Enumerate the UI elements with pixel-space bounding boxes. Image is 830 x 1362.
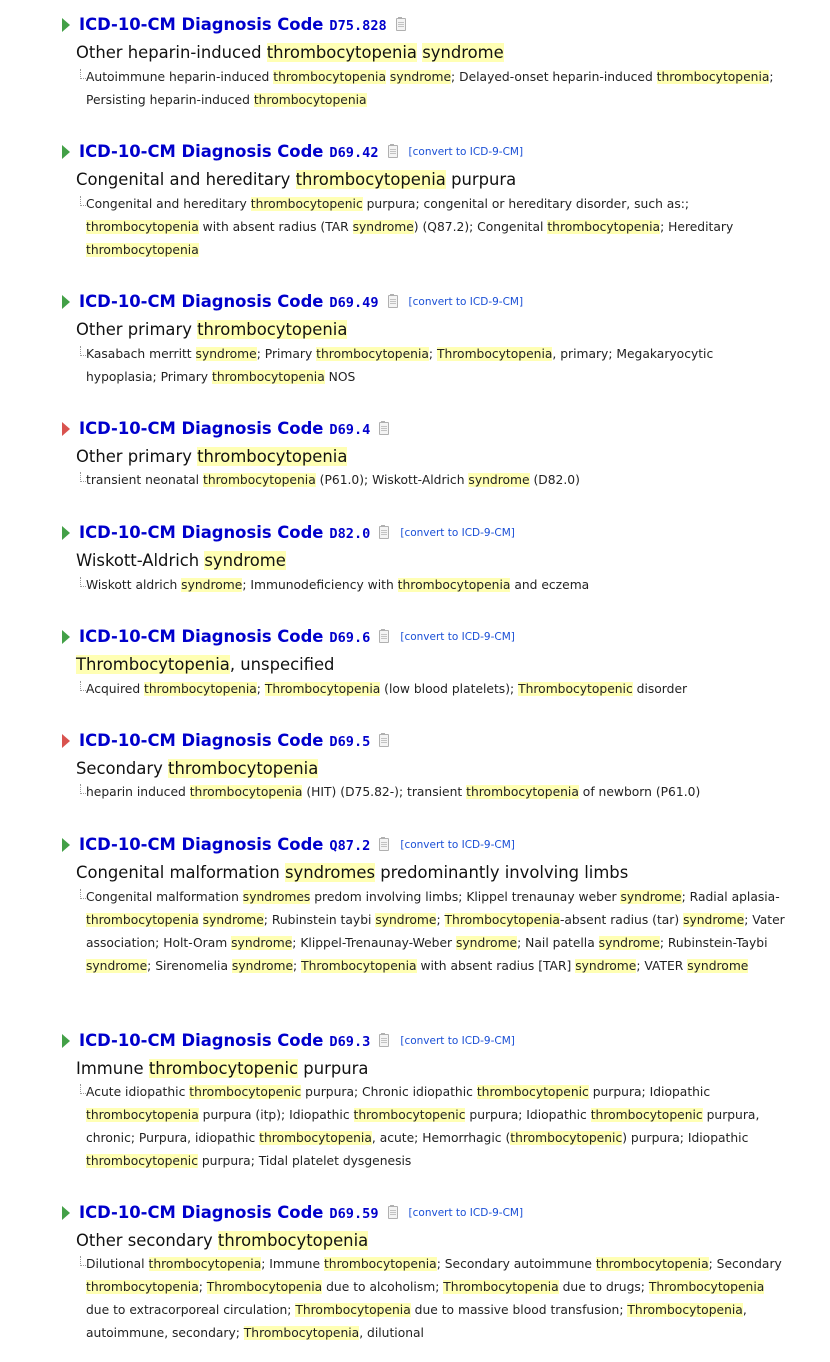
search-term-highlight: Thrombocytopenia <box>444 913 560 927</box>
code-synonyms: Acute idiopathic thrombocytopenic purpura; Chronic idiopathic thrombocytopenic purpura; Idiopathic thrombocytopenia purpura (itp); Idiopathic thrombocytopenic purpura; Idiopathic thrombocytopenic purpura, chronic; Purpura, idiopathic thrombocytopenia, acute; Hemorrhagic (thrombocytopenic) purpura; Idiopathic thrombocytopenic purpura; Tidal platelet dysgenesis <box>86 1081 786 1173</box>
search-term-highlight: syndrome <box>204 551 286 570</box>
convert-to-icd9-link[interactable]: [convert to ICD-9-CM] <box>400 839 515 851</box>
search-term-highlight: syndrome <box>375 913 437 927</box>
code-label: ICD-10-CM Diagnosis Code <box>79 15 324 34</box>
search-term-highlight: thrombocytopenic <box>590 1108 703 1122</box>
search-term-highlight: thrombocytopenia <box>148 1257 262 1271</box>
search-term-highlight: syndrome <box>195 347 257 361</box>
code-title-link[interactable] <box>79 1030 515 1053</box>
code-description: Other primary thrombocytopenia <box>76 447 348 466</box>
search-term-highlight: Thrombocytopenia <box>443 1280 559 1294</box>
code-synonyms: Dilutional thrombocytopenia; Immune thrombocytopenia; Secondary autoimmune thrombocytopenia; Secondary thrombocytopenia; Thrombocytopenia due to alcoholism; Thrombocytopenia due to drugs; Thrombocytopenia due to extracorporeal circulation; Thrombocytopenia due to massive blood transfusion; Thrombocytopenia, autoimmune, secondary; Thrombocytopenia, dilutional <box>86 1253 786 1345</box>
clipboard-icon[interactable] <box>379 526 389 539</box>
code-title-link[interactable] <box>79 1202 523 1225</box>
clipboard-icon[interactable] <box>379 838 389 851</box>
search-term-highlight: syndrome <box>598 936 660 950</box>
code-value: Q87.2 <box>329 838 371 854</box>
convert-to-icd9-link[interactable]: [convert to ICD-9-CM] <box>408 146 524 158</box>
code-synonyms: Congenital malformation syndromes predom involving limbs; Klippel trenaunay weber syndrome; Radial aplasia-thrombocytopenia syndrome; Rubinstein taybi syndrome; Thrombocytopenia-absent radius (tar) syndrome; Vater association; Holt-Oram syndrome; Klippel-Trenaunay-Weber syndrome; Nail patella syndrome; Rubinstein-Taybi syndrome; Sirenomelia syndrome; Thrombocytopenia with absent radius [TAR] syndrome; VATER syndrome <box>86 886 786 978</box>
clipboard-icon[interactable] <box>379 422 389 435</box>
search-term-highlight: thrombocytopenia <box>189 785 303 799</box>
search-term-highlight: thrombocytopenia <box>86 913 199 927</box>
code-synonyms: heparin induced thrombocytopenia (HIT) (D75.82-); transient thrombocytopenia of newborn (P61.0) <box>86 781 786 804</box>
code-description: Congenital and hereditary thrombocytopenia purpura <box>76 170 517 189</box>
convert-to-icd9-link[interactable]: [convert to ICD-9-CM] <box>408 296 524 308</box>
search-term-highlight: thrombocytopenia <box>168 759 319 778</box>
search-term-highlight: syndrome <box>231 959 294 973</box>
code-title-link[interactable] <box>79 291 523 314</box>
search-term-highlight: syndrome <box>468 473 530 487</box>
search-term-highlight: thrombocytopenia <box>197 447 348 466</box>
search-term-highlight: thrombocytopenic <box>148 1059 299 1078</box>
clipboard-icon[interactable] <box>388 145 398 158</box>
search-term-highlight: thrombocytopenic <box>86 1154 198 1168</box>
expand-arrow-icon[interactable] <box>62 526 70 540</box>
search-term-highlight: thrombocytopenia <box>86 220 199 234</box>
code-value: D69.59 <box>329 1206 379 1222</box>
expand-arrow-icon[interactable] <box>62 145 70 159</box>
code-label: ICD-10-CM Diagnosis Code <box>79 142 324 161</box>
clipboard-icon[interactable] <box>379 734 389 747</box>
code-label: ICD-10-CM Diagnosis Code <box>79 419 324 438</box>
search-term-highlight: thrombocytopenia <box>86 1280 199 1294</box>
expand-arrow-icon[interactable] <box>62 734 70 748</box>
code-value: D69.42 <box>329 145 379 161</box>
search-term-highlight: thrombocytopenia <box>144 682 257 696</box>
search-term-highlight: thrombocytopenia <box>466 785 579 799</box>
search-term-highlight: Thrombocytopenia <box>206 1280 323 1294</box>
search-term-highlight: syndrome <box>687 959 749 973</box>
search-term-highlight: syndrome <box>575 959 637 973</box>
code-label: ICD-10-CM Diagnosis Code <box>79 292 324 311</box>
code-title-link[interactable] <box>79 522 515 545</box>
search-term-highlight: thrombocytopenia <box>273 70 386 84</box>
code-title-link[interactable] <box>79 626 515 649</box>
search-term-highlight: thrombocytopenia <box>595 1257 709 1271</box>
search-term-highlight: Thrombocytopenia <box>648 1280 765 1294</box>
search-term-highlight: syndrome <box>352 220 414 234</box>
code-label: ICD-10-CM Diagnosis Code <box>79 835 324 854</box>
code-label: ICD-10-CM Diagnosis Code <box>79 731 324 750</box>
expand-arrow-icon[interactable] <box>62 838 70 852</box>
search-term-highlight: thrombocytopenia <box>259 1131 372 1145</box>
code-synonyms: Congenital and hereditary thrombocytopenic purpura; congenital or hereditary disorder, such as:; thrombocytopenia with absent radius (TAR syndrome) (Q87.2); Congenital thrombocytopenia; Hereditary thrombocytopenia <box>86 193 786 262</box>
search-term-highlight: Thrombocytopenia <box>301 959 417 973</box>
code-description: Wiskott-Aldrich syndrome <box>76 551 286 570</box>
expand-arrow-icon[interactable] <box>62 422 70 436</box>
convert-to-icd9-link[interactable]: [convert to ICD-9-CM] <box>400 631 515 643</box>
search-term-highlight: thrombocytopenic <box>510 1131 623 1145</box>
search-term-highlight: syndromes <box>284 863 375 882</box>
code-synonyms: Wiskott aldrich syndrome; Immunodeficiency with thrombocytopenia and eczema <box>86 574 786 597</box>
search-term-highlight: syndrome <box>202 913 264 927</box>
search-term-highlight: Thrombocytopenia <box>295 1303 411 1317</box>
code-description: Other primary thrombocytopenia <box>76 320 348 339</box>
search-term-highlight: thrombocytopenia <box>295 170 446 189</box>
expand-arrow-icon[interactable] <box>62 295 70 309</box>
clipboard-icon[interactable] <box>396 18 406 31</box>
code-value: D82.0 <box>329 526 371 542</box>
expand-arrow-icon[interactable] <box>62 1206 70 1220</box>
code-title-link[interactable] <box>79 14 406 37</box>
code-title-link[interactable] <box>79 834 515 857</box>
search-term-highlight: thrombocytopenia <box>86 243 199 257</box>
search-term-highlight: syndrome <box>620 890 682 904</box>
search-term-highlight: thrombocytopenia <box>316 347 429 361</box>
clipboard-icon[interactable] <box>388 1206 398 1219</box>
search-term-highlight: syndrome <box>231 936 293 950</box>
code-label: ICD-10-CM Diagnosis Code <box>79 1203 324 1222</box>
code-label: ICD-10-CM Diagnosis Code <box>79 523 324 542</box>
code-synonyms: Acquired thrombocytopenia; Thrombocytopenia (low blood platelets); Thrombocytopenic disorder <box>86 678 786 701</box>
code-title-link[interactable] <box>79 730 389 753</box>
code-value: D69.6 <box>329 630 371 646</box>
search-term-highlight: thrombocytopenia <box>197 320 348 339</box>
code-description: Immune thrombocytopenic purpura <box>76 1059 369 1078</box>
code-description: Other secondary thrombocytopenia <box>76 1231 369 1250</box>
search-term-highlight: Thrombocytopenia <box>436 347 553 361</box>
code-synonyms: Kasabach merritt syndrome; Primary thrombocytopenia; Thrombocytopenia, primary; Megakaryocytic hypoplasia; Primary thrombocytopenia NOS <box>86 343 786 389</box>
code-description: Thrombocytopenia, unspecified <box>76 655 335 674</box>
search-term-highlight: thrombocytopenic <box>353 1108 466 1122</box>
search-term-highlight: syndrome <box>683 913 745 927</box>
search-term-highlight: Thrombocytopenia <box>76 655 230 674</box>
search-term-highlight: syndrome <box>181 578 243 592</box>
clipboard-icon[interactable] <box>379 630 389 643</box>
search-term-highlight: thrombocytopenia <box>547 220 661 234</box>
code-description: Secondary thrombocytopenia <box>76 759 319 778</box>
code-value: D69.3 <box>329 1034 371 1050</box>
search-term-highlight: thrombocytopenia <box>266 43 417 62</box>
search-term-highlight: thrombocytopenic <box>250 197 363 211</box>
search-term-highlight: thrombocytopenia <box>203 473 316 487</box>
search-term-highlight: Thrombocytopenia <box>243 1326 360 1340</box>
clipboard-icon[interactable] <box>379 1034 389 1047</box>
expand-arrow-icon[interactable] <box>62 1034 70 1048</box>
search-term-highlight: Thrombocytopenic <box>518 682 633 696</box>
code-title-link[interactable] <box>79 141 523 164</box>
code-title-link[interactable] <box>79 418 389 441</box>
search-term-highlight: thrombocytopenia <box>397 578 511 592</box>
code-value: D69.4 <box>329 422 371 438</box>
code-label: ICD-10-CM Diagnosis Code <box>79 1031 324 1050</box>
search-term-highlight: syndrome <box>455 936 518 950</box>
expand-arrow-icon[interactable] <box>62 18 70 32</box>
search-term-highlight: syndromes <box>242 890 311 904</box>
expand-arrow-icon[interactable] <box>62 630 70 644</box>
search-term-highlight: thrombocytopenic <box>476 1085 589 1099</box>
convert-to-icd9-link[interactable]: [convert to ICD-9-CM] <box>400 527 515 539</box>
search-term-highlight: thrombocytopenia <box>656 70 770 84</box>
code-synonyms: Autoimmune heparin-induced thrombocytopenia syndrome; Delayed-onset heparin-induced thrombocytopenia; Persisting heparin-induced thrombocytopenia <box>86 66 786 112</box>
search-term-highlight: thrombocytopenia <box>212 370 325 384</box>
clipboard-icon[interactable] <box>388 295 398 308</box>
code-value: D69.49 <box>329 295 379 311</box>
code-description: Other heparin-induced thrombocytopenia syndrome <box>76 43 504 62</box>
search-term-highlight: Thrombocytopenia <box>627 1303 743 1317</box>
code-label: ICD-10-CM Diagnosis Code <box>79 627 324 646</box>
code-description: Congenital malformation syndromes predominantly involving limbs <box>76 863 629 882</box>
code-value: D69.5 <box>329 734 371 750</box>
search-term-highlight: syndrome <box>422 43 504 62</box>
search-term-highlight: syndrome <box>389 70 452 84</box>
convert-to-icd9-link[interactable]: [convert to ICD-9-CM] <box>408 1207 524 1219</box>
search-term-highlight: thrombocytopenia <box>86 1108 199 1122</box>
search-term-highlight: syndrome <box>86 959 148 973</box>
search-term-highlight: thrombocytopenia <box>253 93 367 107</box>
convert-to-icd9-link[interactable]: [convert to ICD-9-CM] <box>400 1035 515 1047</box>
code-synonyms: transient neonatal thrombocytopenia (P61.0); Wiskott-Aldrich syndrome (D82.0) <box>86 469 786 492</box>
search-term-highlight: Thrombocytopenia <box>264 682 381 696</box>
search-term-highlight: thrombocytopenic <box>189 1085 302 1099</box>
code-value: D75.828 <box>329 18 387 34</box>
search-term-highlight: thrombocytopenia <box>217 1231 369 1250</box>
search-term-highlight: thrombocytopenia <box>323 1257 437 1271</box>
